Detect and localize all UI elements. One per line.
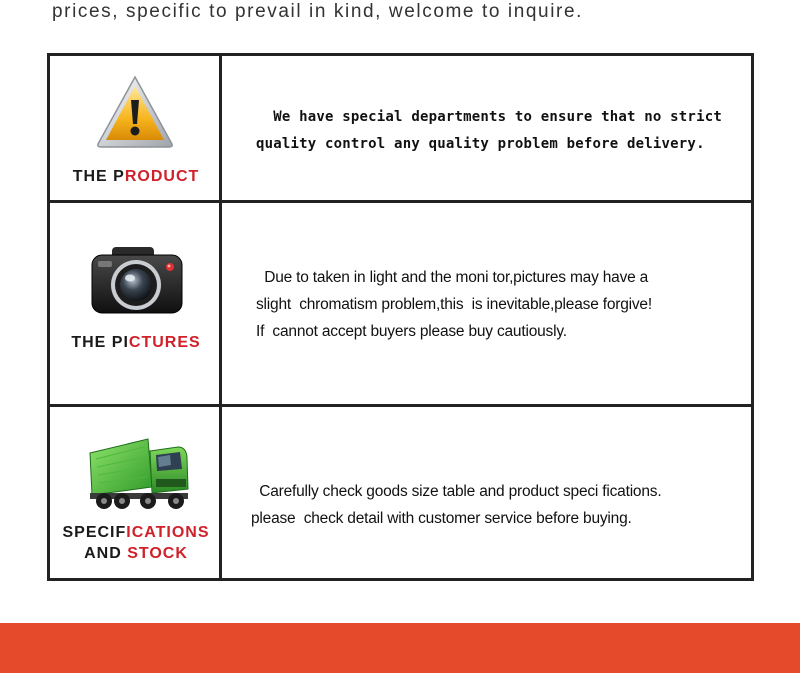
label-specifications-black: SPECIF	[62, 524, 127, 541]
bottom-banner-bar	[0, 623, 800, 673]
pictures-line-3: If cannot accept buyers please buy cautiously.	[256, 323, 567, 340]
label-stock-red: STOCK	[127, 545, 188, 562]
label-cell-specifications	[50, 407, 222, 578]
label-specifications	[50, 522, 222, 543]
info-table	[47, 53, 754, 581]
camera-icon	[90, 245, 184, 315]
pictures-line-1: Due to taken in light and the moni tor,pictures may have a	[256, 269, 649, 286]
label-cell-pictures	[50, 203, 222, 404]
specifications-line-2: please check detail with customer service before buying.	[251, 510, 632, 527]
specifications-description	[251, 478, 661, 532]
pictures-description	[256, 264, 652, 345]
text-cell-product	[222, 56, 751, 200]
pictures-line-2: slight chromatism problem,this is inevitable,please forgive!	[256, 296, 652, 313]
label-stock	[50, 543, 222, 564]
product-line-2: quality control any quality problem before delivery.	[256, 136, 705, 152]
specifications-line-1: Carefully check goods size table and product speci fications.	[251, 483, 662, 500]
label-product-black: THE P	[72, 168, 125, 185]
product-description	[256, 104, 722, 158]
label-product	[50, 166, 222, 187]
table-row-pictures	[50, 203, 751, 407]
label-specifications-red: ICATIONS	[126, 524, 210, 541]
label-cell-product	[50, 56, 222, 200]
truck-icon	[86, 435, 192, 513]
text-cell-specifications	[222, 407, 751, 578]
label-stock-black: AND	[84, 545, 128, 562]
label-pictures	[50, 332, 222, 353]
text-cell-pictures	[222, 203, 751, 404]
intro-text: prices, specific to prevail in kind, welcome to inquire.	[52, 1, 584, 22]
product-line-1: We have special departments to ensure that no strict	[256, 109, 722, 125]
label-pictures-red: CTURES	[128, 334, 201, 351]
warning-icon	[95, 74, 175, 150]
table-row-product	[50, 56, 751, 203]
label-product-red: RODUCT	[124, 168, 200, 185]
table-row-specifications	[50, 407, 751, 578]
label-pictures-black: THE PI	[71, 334, 129, 351]
